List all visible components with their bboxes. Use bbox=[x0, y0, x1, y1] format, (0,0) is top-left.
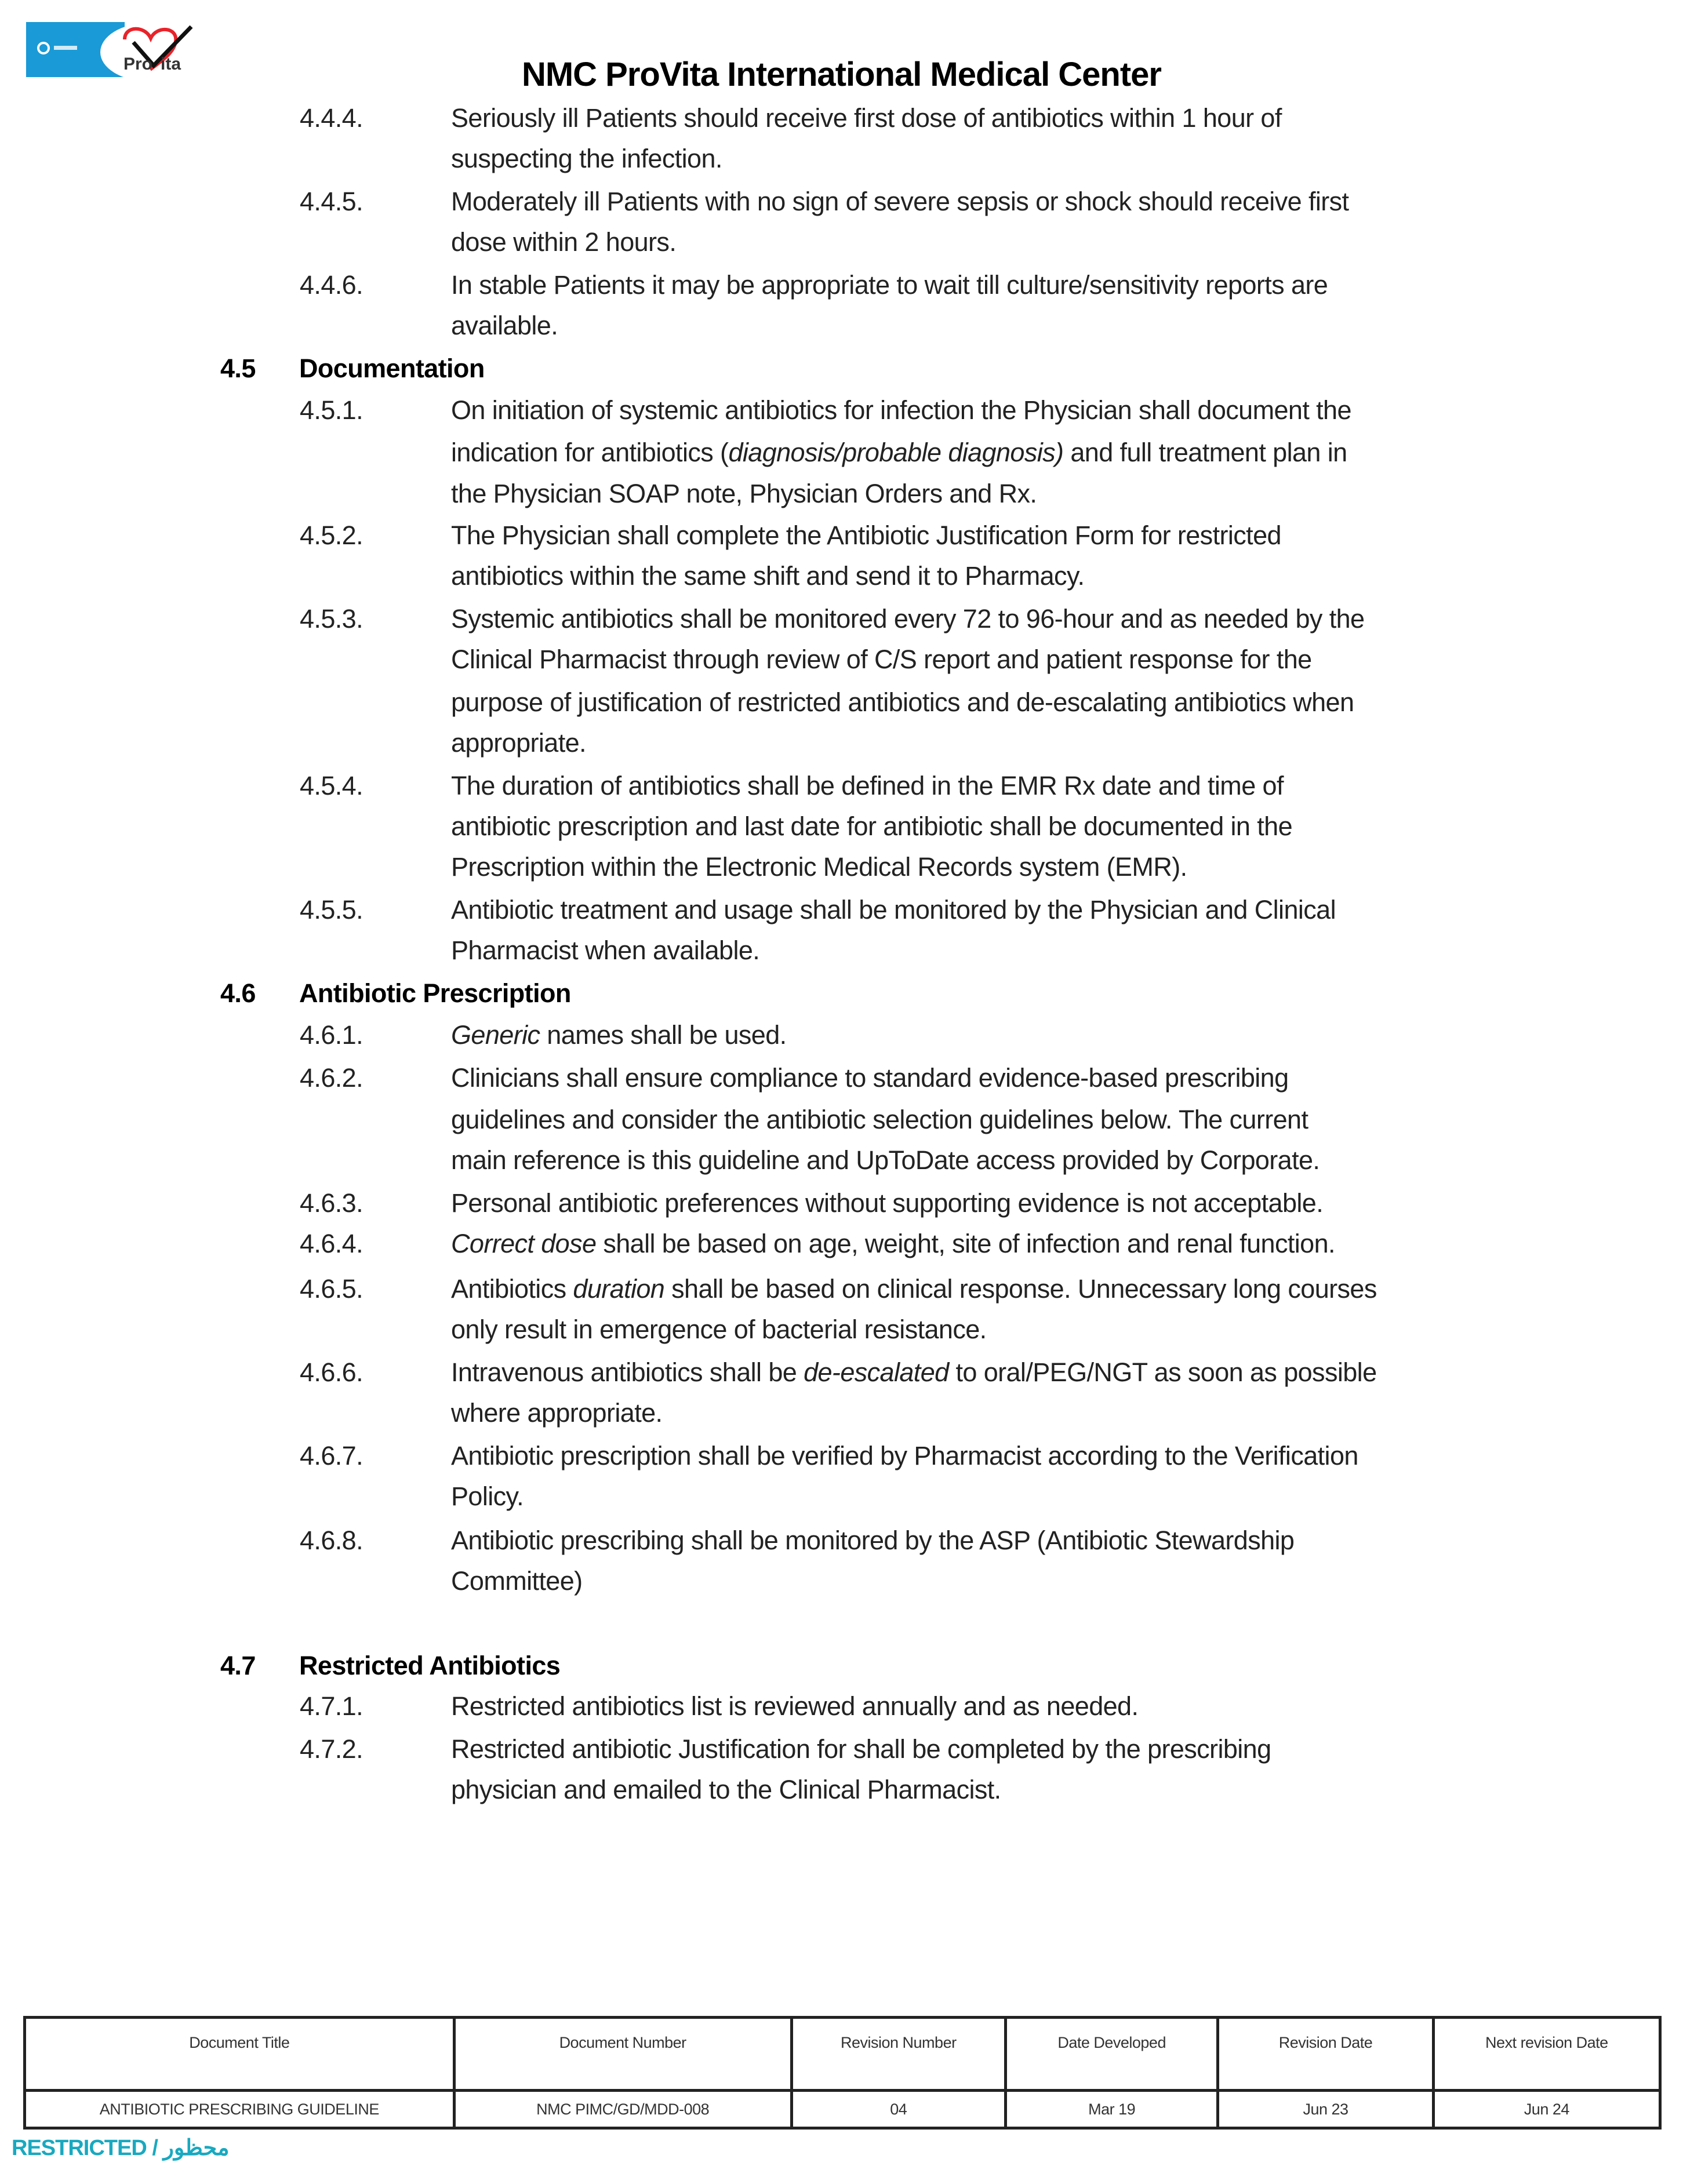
item-text: Pharmacist when available. bbox=[451, 936, 760, 965]
document-control-table bbox=[23, 2016, 1662, 2130]
item-number: 4.6.7. bbox=[300, 1441, 363, 1470]
item-text: Antibiotic treatment and usage shall be monitored by the Physician and Clinical bbox=[451, 895, 1336, 924]
item-number: 4.6.5. bbox=[300, 1274, 363, 1304]
section-number: 4.7 bbox=[220, 1651, 256, 1680]
text-run: names shall be used. bbox=[540, 1020, 787, 1050]
svg-text:Pro: Pro bbox=[123, 54, 153, 74]
item-text: Antibiotic prescription shall be verified by Pharmacist according to the Verification bbox=[451, 1441, 1358, 1470]
item-number: 4.7.1. bbox=[300, 1691, 363, 1721]
item-text: guidelines and consider the antibiotic selection guidelines below. The current bbox=[451, 1105, 1308, 1134]
section-title: Documentation bbox=[299, 354, 485, 383]
item-number: 4.6.1. bbox=[300, 1020, 363, 1050]
italic-text: de-escalated bbox=[804, 1357, 949, 1387]
text-run: and full treatment plan in bbox=[1063, 438, 1347, 467]
item-text: only result in emergence of bacterial resistance. bbox=[451, 1315, 987, 1344]
item-text bbox=[451, 1357, 1377, 1388]
item-text: Moderately ill Patients with no sign of severe sepsis or shock should receive first bbox=[451, 187, 1349, 216]
section-number: 4.5 bbox=[220, 354, 256, 383]
item-number: 4.6.2. bbox=[300, 1063, 363, 1093]
header-next-revision-date: Next revision Date bbox=[1433, 2018, 1660, 2091]
item-text: Committee) bbox=[451, 1566, 583, 1596]
item-text bbox=[451, 1020, 787, 1050]
item-text: Policy. bbox=[451, 1482, 524, 1511]
item-text: antibiotics within the same shift and send it to Pharmacy. bbox=[451, 561, 1085, 591]
item-text: Clinicians shall ensure compliance to standard evidence-based prescribing bbox=[451, 1063, 1289, 1093]
text-run: shall be based on age, weight, site of infection and renal function. bbox=[596, 1229, 1335, 1258]
item-number: 4.7.2. bbox=[300, 1734, 363, 1764]
item-text: available. bbox=[451, 311, 558, 340]
item-text bbox=[451, 1274, 1377, 1304]
section-title: Antibiotic Prescription bbox=[299, 978, 571, 1008]
item-number: 4.4.5. bbox=[300, 187, 363, 216]
italic-text: Generic bbox=[451, 1020, 540, 1050]
item-text: antibiotic prescription and last date for antibiotic shall be documented in the bbox=[451, 811, 1293, 841]
item-text: Seriously ill Patients should receive first dose of antibiotics within 1 hour of bbox=[451, 103, 1282, 133]
item-number: 4.4.4. bbox=[300, 103, 363, 133]
item-text: physician and emailed to the Clinical Pharmacist. bbox=[451, 1775, 1001, 1804]
item-text: Personal antibiotic preferences without supporting evidence is not acceptable. bbox=[451, 1188, 1324, 1218]
header-document-title: Document Title bbox=[25, 2018, 455, 2091]
item-number: 4.6.8. bbox=[300, 1526, 363, 1555]
item-number: 4.5.2. bbox=[300, 520, 363, 550]
text-run: Antibiotics bbox=[451, 1274, 573, 1304]
value-revision-number: 04 bbox=[791, 2091, 1005, 2128]
item-text bbox=[451, 438, 1347, 468]
item-text: In stable Patients it may be appropriate to wait till culture/sensitivity reports are bbox=[451, 270, 1328, 300]
classification-label: RESTRICTED / محظور bbox=[12, 2136, 230, 2160]
svg-text:ita: ita bbox=[161, 54, 181, 74]
item-number: 4.5.5. bbox=[300, 895, 363, 924]
item-text: Restricted antibiotic Justification for shall be completed by the prescribing bbox=[451, 1734, 1271, 1764]
header-date-developed: Date Developed bbox=[1005, 2018, 1217, 2091]
item-text bbox=[451, 1229, 1335, 1259]
item-text: the Physician SOAP note, Physician Orders and Rx. bbox=[451, 479, 1037, 508]
text-run: indication for antibiotics ( bbox=[451, 438, 729, 467]
item-text: The duration of antibiotics shall be defined in the EMR Rx date and time of bbox=[451, 771, 1284, 800]
item-text: Restricted antibiotics list is reviewed annually and as needed. bbox=[451, 1691, 1139, 1721]
italic-text: duration bbox=[573, 1274, 665, 1304]
item-text: Clinical Pharmacist through review of C/S report and patient response for the bbox=[451, 645, 1312, 674]
item-text: main reference is this guideline and UpToDate access provided by Corporate. bbox=[451, 1145, 1320, 1175]
value-revision-date: Jun 23 bbox=[1218, 2091, 1433, 2128]
value-next-revision-date: Jun 24 bbox=[1433, 2091, 1660, 2128]
item-text: where appropriate. bbox=[451, 1398, 663, 1428]
value-document-number: NMC PIMC/GD/MDD-008 bbox=[454, 2091, 791, 2128]
text-run: Intravenous antibiotics shall be bbox=[451, 1357, 804, 1387]
item-text: On initiation of systemic antibiotics for infection the Physician shall document the bbox=[451, 395, 1351, 425]
text-run: to oral/PEG/NGT as soon as possible bbox=[948, 1357, 1377, 1387]
item-number: 4.6.4. bbox=[300, 1229, 363, 1258]
item-number: 4.6.6. bbox=[300, 1357, 363, 1387]
item-text: Antibiotic prescribing shall be monitored by the ASP (Antibiotic Stewardship bbox=[451, 1526, 1295, 1555]
item-text: dose within 2 hours. bbox=[451, 227, 677, 257]
header-revision-number: Revision Number bbox=[791, 2018, 1005, 2091]
header-document-number: Document Number bbox=[454, 2018, 791, 2091]
item-number: 4.5.1. bbox=[300, 395, 363, 425]
italic-text: Correct dose bbox=[451, 1229, 597, 1258]
item-text: The Physician shall complete the Antibiotic Justification Form for restricted bbox=[451, 520, 1281, 550]
item-number: 4.4.6. bbox=[300, 270, 363, 300]
document-title: NMC ProVita International Medical Center bbox=[521, 56, 1162, 93]
item-number: 4.5.3. bbox=[300, 604, 363, 634]
item-text: appropriate. bbox=[451, 728, 586, 758]
item-number: 4.6.3. bbox=[300, 1188, 363, 1218]
value-document-title: ANTIBIOTIC PRESCRIBING GUIDELINE bbox=[25, 2091, 455, 2128]
value-date-developed: Mar 19 bbox=[1005, 2091, 1217, 2128]
text-run: shall be based on clinical response. Unnecessary long courses bbox=[664, 1274, 1377, 1304]
table-header-row bbox=[25, 2018, 1660, 2091]
header-revision-date: Revision Date bbox=[1218, 2018, 1433, 2091]
section-number: 4.6 bbox=[220, 978, 256, 1008]
item-text: suspecting the infection. bbox=[451, 144, 722, 173]
italic-text: diagnosis/probable diagnosis) bbox=[728, 438, 1064, 467]
table-row bbox=[25, 2091, 1660, 2128]
item-number: 4.5.4. bbox=[300, 771, 363, 800]
item-text: purpose of justification of restricted antibiotics and de-escalating antibiotics when bbox=[451, 687, 1354, 717]
section-title: Restricted Antibiotics bbox=[299, 1651, 561, 1680]
item-text: Prescription within the Electronic Medical Records system (EMR). bbox=[451, 852, 1187, 882]
item-text: Systemic antibiotics shall be monitored every 72 to 96-hour and as needed by the bbox=[451, 604, 1365, 634]
